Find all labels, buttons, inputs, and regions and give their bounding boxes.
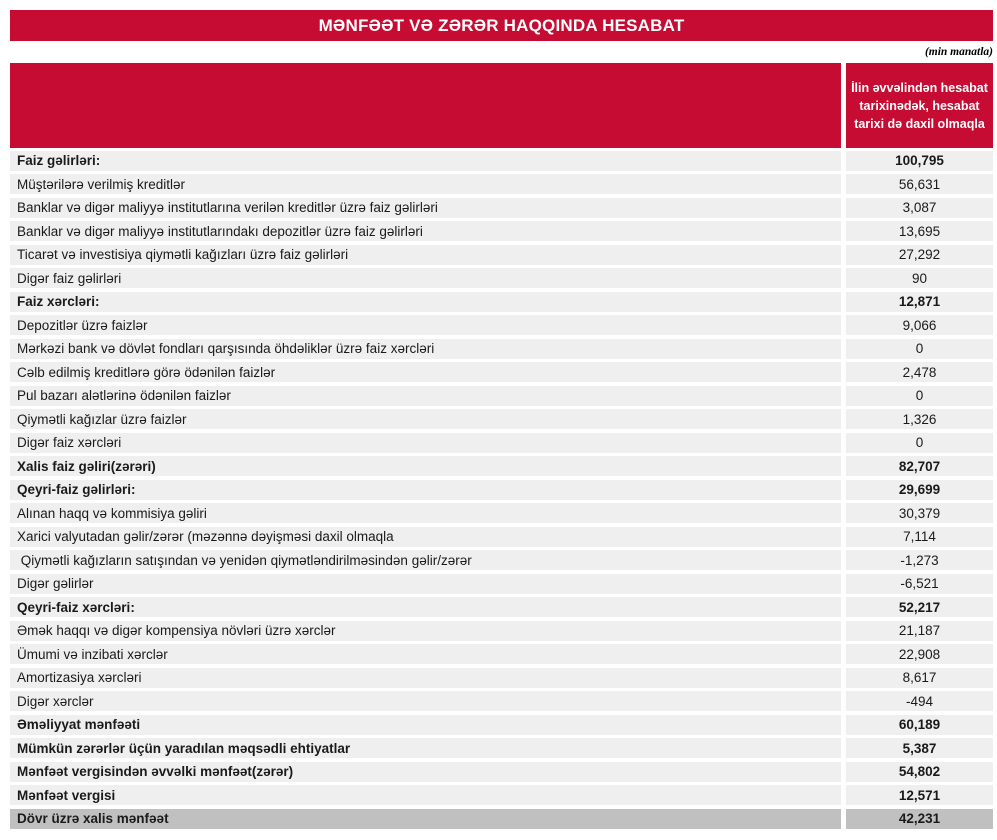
table-row bbox=[10, 174, 993, 194]
row-value: 29,699 bbox=[846, 480, 993, 500]
table-row bbox=[10, 574, 993, 594]
table-row bbox=[10, 456, 993, 476]
row-label: Banklar və digər maliyyə institutlarına verilən kreditlər üzrə faiz gəlirləri bbox=[10, 198, 841, 218]
row-value: 5,387 bbox=[846, 738, 993, 758]
row-value: 12,571 bbox=[846, 785, 993, 805]
row-value: 52,217 bbox=[846, 597, 993, 617]
row-value: 42,231 bbox=[846, 809, 993, 829]
row-value: 1,326 bbox=[846, 409, 993, 429]
row-value: 21,187 bbox=[846, 621, 993, 641]
row-label: Amortizasiya xərcləri bbox=[10, 668, 841, 688]
row-label: Cəlb edilmiş kreditlərə görə ödənilən faizlər bbox=[10, 362, 841, 382]
row-value: 27,292 bbox=[846, 245, 993, 265]
row-value: 7,114 bbox=[846, 527, 993, 547]
row-label: Digər xərclər bbox=[10, 691, 841, 711]
row-value: 90 bbox=[846, 268, 993, 288]
row-value: 3,087 bbox=[846, 198, 993, 218]
table-row bbox=[10, 738, 993, 758]
row-label: Ticarət və investisiya qiymətli kağızları üzrə faiz gəlirləri bbox=[10, 245, 841, 265]
table-row bbox=[10, 785, 993, 805]
row-label: Əməliyyat mənfəəti bbox=[10, 715, 841, 735]
report-page bbox=[10, 10, 993, 832]
row-label: Mərkəzi bank və dövlət fondları qarşısında öhdəliklər üzrə faiz xərcləri bbox=[10, 339, 841, 359]
row-value: 0 bbox=[846, 386, 993, 406]
table-row bbox=[10, 480, 993, 500]
row-label: Mənfəət vergisi bbox=[10, 785, 841, 805]
table-row bbox=[10, 597, 993, 617]
row-value: 13,695 bbox=[846, 221, 993, 241]
table-row bbox=[10, 715, 993, 735]
row-label: Digər faiz gəlirləri bbox=[10, 268, 841, 288]
row-label: Xarici valyutadan gəlir/zərər (məzənnə dəyişməsi daxil olmaqla bbox=[10, 527, 841, 547]
row-value: 0 bbox=[846, 433, 993, 453]
report-title-bar bbox=[10, 10, 993, 41]
row-value: 56,631 bbox=[846, 174, 993, 194]
table-row bbox=[10, 409, 993, 429]
row-label: Müştərilərə verilmiş kreditlər bbox=[10, 174, 841, 194]
table-row bbox=[10, 550, 993, 570]
table-row bbox=[10, 221, 993, 241]
table-row bbox=[10, 503, 993, 523]
table-row bbox=[10, 362, 993, 382]
row-value: 0 bbox=[846, 339, 993, 359]
row-label: Qiymətli kağızların satışından və yenidən qiymətləndirilməsindən gəlir/zərər bbox=[10, 550, 841, 570]
row-label: Dövr üzrə xalis mənfəət bbox=[10, 809, 841, 829]
row-label: Faiz gəlirləri: bbox=[10, 151, 841, 171]
table-row bbox=[10, 386, 993, 406]
row-value: -6,521 bbox=[846, 574, 993, 594]
table-row bbox=[10, 268, 993, 288]
table-row bbox=[10, 245, 993, 265]
table-row bbox=[10, 762, 993, 782]
row-value: 2,478 bbox=[846, 362, 993, 382]
header-empty-cell bbox=[10, 63, 841, 148]
row-value: 82,707 bbox=[846, 456, 993, 476]
row-value: 9,066 bbox=[846, 315, 993, 335]
row-value: 12,871 bbox=[846, 292, 993, 312]
row-value: -1,273 bbox=[846, 550, 993, 570]
row-label: Digər gəlirlər bbox=[10, 574, 841, 594]
row-label: Qiymətli kağızlar üzrə faizlər bbox=[10, 409, 841, 429]
row-label: Mənfəət vergisindən əvvəlki mənfəət(zərər) bbox=[10, 762, 841, 782]
pnl-table bbox=[10, 63, 993, 829]
table-row bbox=[10, 621, 993, 641]
row-label: Qeyri-faiz gəlirləri: bbox=[10, 480, 841, 500]
report-title: MƏNFƏƏT VƏ ZƏRƏR HAQQINDA HESABAT bbox=[318, 15, 685, 35]
table-row bbox=[10, 198, 993, 218]
row-label: Depozitlər üzrə faizlər bbox=[10, 315, 841, 335]
row-value: 54,802 bbox=[846, 762, 993, 782]
table-row bbox=[10, 315, 993, 335]
row-value: 60,189 bbox=[846, 715, 993, 735]
row-label: Əmək haqqı və digər kompensiya növləri üzrə xərclər bbox=[10, 621, 841, 641]
table-row bbox=[10, 433, 993, 453]
row-label: Mümkün zərərlər üçün yaradılan məqsədli ehtiyatlar bbox=[10, 738, 841, 758]
row-label: Xalis faiz gəliri(zərəri) bbox=[10, 456, 841, 476]
table-header-row bbox=[10, 63, 993, 148]
table-row bbox=[10, 151, 993, 171]
header-period-cell: İlin əvvəlindən hesabat tarixinədək, hesabat tarixi də daxil olmaqla bbox=[846, 63, 993, 148]
table-row bbox=[10, 527, 993, 547]
row-label: Banklar və digər maliyyə institutlarındakı depozitlər üzrə faiz gəlirləri bbox=[10, 221, 841, 241]
row-label: Alınan haqq və kommisiya gəliri bbox=[10, 503, 841, 523]
row-label: Qeyri-faiz xərcləri: bbox=[10, 597, 841, 617]
row-label: Digər faiz xərcləri bbox=[10, 433, 841, 453]
table-row bbox=[10, 691, 993, 711]
table-row bbox=[10, 644, 993, 664]
row-value: -494 bbox=[846, 691, 993, 711]
row-value: 100,795 bbox=[846, 151, 993, 171]
row-value: 22,908 bbox=[846, 644, 993, 664]
row-value: 8,617 bbox=[846, 668, 993, 688]
table-row bbox=[10, 339, 993, 359]
unit-note: (min manatla) bbox=[924, 46, 993, 58]
row-label: Faiz xərcləri: bbox=[10, 292, 841, 312]
table-row-total bbox=[10, 809, 993, 829]
table-row bbox=[10, 292, 993, 312]
row-label: Pul bazarı alətlərinə ödənilən faizlər bbox=[10, 386, 841, 406]
table-row bbox=[10, 668, 993, 688]
row-label: Ümumi və inzibati xərclər bbox=[10, 644, 841, 664]
row-value: 30,379 bbox=[846, 503, 993, 523]
